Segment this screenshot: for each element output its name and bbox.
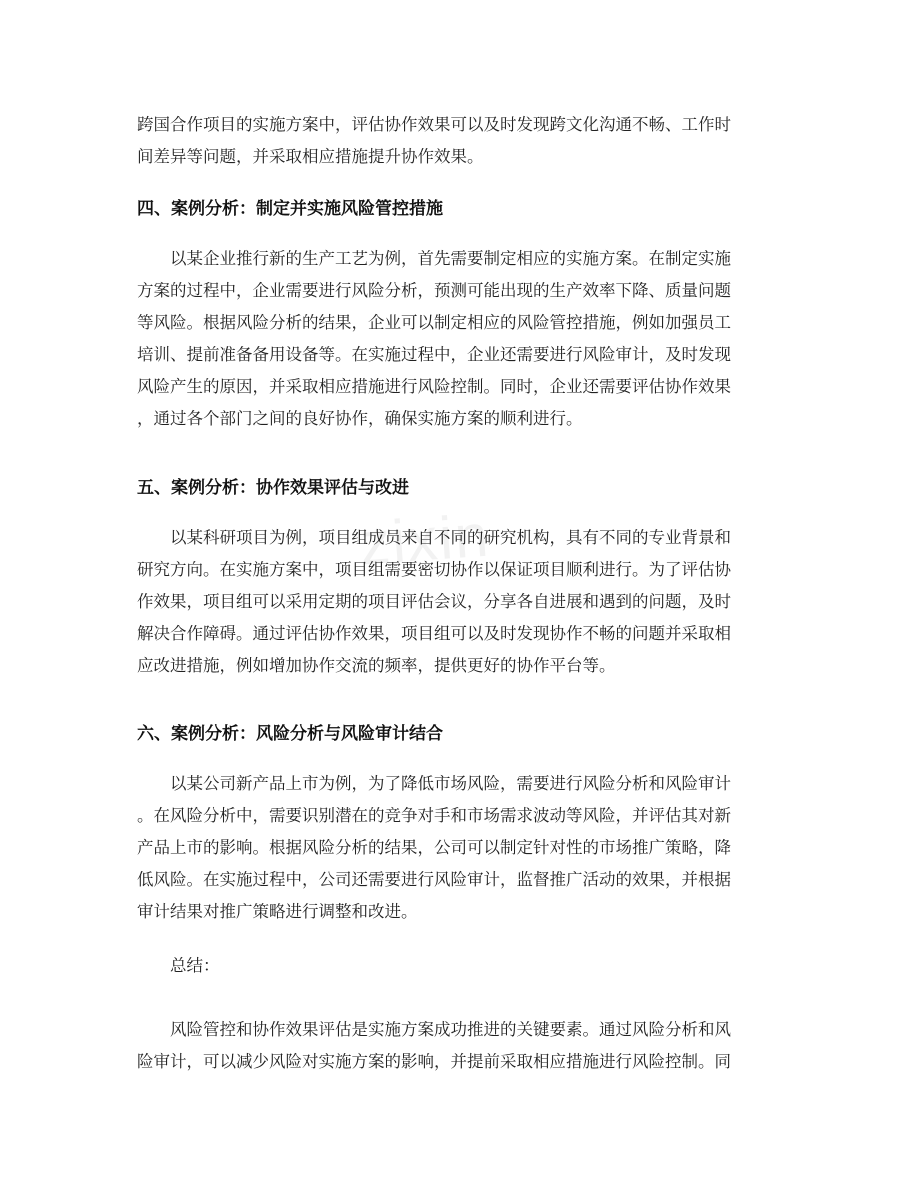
paragraph-line: 方案的过程中，企业需要进行风险分析，预测可能出现的生产效率下降、质量问题 [137,281,731,300]
paragraph-line: 风险管控和协作效果评估是实施方案成功推进的关键要素。通过风险分析和风 [170,1020,731,1039]
paragraph-line: 。在风险分析中，需要识别潜在的竞争对手和市场需求波动等风险，并评估其对新 [137,806,731,825]
paragraph-line: 产品上市的影响。根据风险分析的结果，公司可以制定针对性的市场推广策略，降 [137,838,731,857]
paragraph-line: 应改进措施，例如增加协作交流的频率，提供更好的协作平台等。 [137,656,616,675]
paragraph-line: 培训、提前准备备用设备等。在实施过程中，企业还需要进行风险审计，及时发现 [137,345,731,364]
section-heading: 五、案例分析：协作效果评估与改进 [137,478,409,498]
paragraph-line: 间差异等问题，并采取相应措施提升协作效果。 [137,147,484,166]
paragraph-line: 跨国合作项目的实施方案中，评估协作效果可以及时发现跨文化沟通不畅、工作时 [137,115,731,134]
paragraph-line: 以某企业推行新的生产工艺为例，首先需要制定相应的实施方案。在制定实施 [170,249,731,268]
paragraph-line: 低风险。在实施过程中，公司还需要进行风险审计，监督推广活动的效果，并根据 [137,870,731,889]
paragraph-line: 审计结果对推广策略进行调整和改进。 [137,902,418,921]
paragraph-line: 风险产生的原因，并采取相应措施进行风险控制。同时，企业还需要评估协作效果 [137,377,731,396]
paragraph-line: 以某科研项目为例，项目组成员来自不同的研究机构，具有不同的专业背景和 [170,528,731,547]
section-heading: 四、案例分析：制定并实施风险管控措施 [137,199,443,219]
watermark: zixin [357,501,493,578]
paragraph-line: 险审计，可以减少风险对实施方案的影响，并提前采取相应措施进行风险控制。同 [137,1052,731,1071]
summary-label: 总结： [170,956,220,975]
paragraph-line: 解决合作障碍。通过评估协作效果，项目组可以及时发现协作不畅的问题并采取相 [137,624,731,643]
paragraph-line: 等风险。根据风险分析的结果，企业可以制定相应的风险管控措施，例如加强员工 [137,313,731,332]
section-heading: 六、案例分析：风险分析与风险审计结合 [137,724,443,744]
paragraph-line: 研究方向。在实施方案中，项目组需要密切协作以保证项目顺利进行。为了评估协 [137,560,731,579]
paragraph-line: ，通过各个部门之间的良好协作，确保实施方案的顺利进行。 [137,409,583,428]
paragraph-line: 以某公司新产品上市为例，为了降低市场风险，需要进行风险分析和风险审计 [170,774,731,793]
paragraph-line: 作效果，项目组可以采用定期的项目评估会议，分享各自进展和遇到的问题，及时 [137,592,731,611]
